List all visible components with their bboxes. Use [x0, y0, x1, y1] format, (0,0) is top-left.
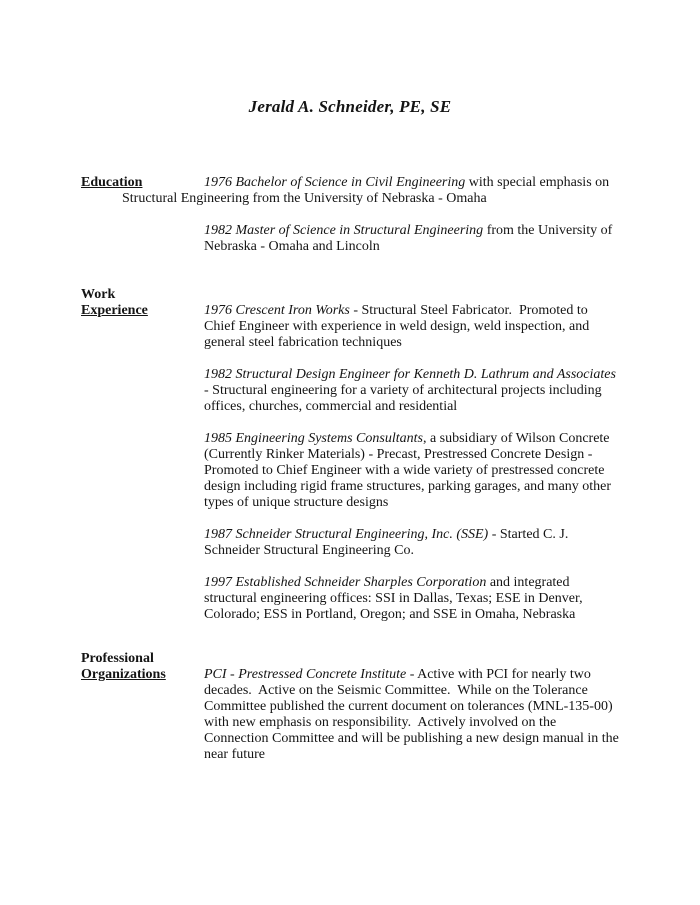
- entry-line: - Structural engineering for a variety of architectural projects including: [204, 383, 602, 398]
- entry-line: types of unique structure designs: [204, 495, 389, 510]
- section-label: [81, 651, 166, 683]
- entry-line: decades. Active on the Seismic Committee. While on the Tolerance: [204, 683, 588, 698]
- resume-entry: [204, 667, 641, 763]
- entry-line: Nebraska - Omaha and Lincoln: [204, 239, 380, 254]
- entry-first-line-rest: - Active with PCI for nearly two: [406, 667, 591, 682]
- entry-line: [204, 223, 641, 239]
- entry-line: general steel fabrication techniques: [204, 335, 402, 350]
- entry-line: Promoted to Chief Engineer with a wide variety of prestressed concrete: [204, 463, 605, 478]
- entry-heading-italic: 1987 Schneider Structural Engineering, Inc. (SSE): [204, 527, 489, 542]
- section-education: [81, 175, 641, 255]
- entry-line: [204, 575, 641, 591]
- entry-heading-italic: 1982 Master of Science in Structural Engineering: [204, 223, 484, 238]
- resume-entry: [204, 367, 641, 415]
- section-work-experience: [81, 287, 641, 623]
- resume-entry: [204, 303, 641, 351]
- section-entries: [122, 175, 641, 255]
- entry-line: Committee published the current document on tolerances (MNL-135-00): [204, 699, 613, 714]
- entry-line: [204, 367, 641, 383]
- entry-heading-italic: 1985 Engineering Systems Consultants: [204, 431, 423, 446]
- entry-line: [204, 303, 641, 319]
- entry-heading-italic: 1976 Bachelor of Science in Civil Engineering: [204, 175, 466, 190]
- section-label-line: Professional: [81, 651, 154, 666]
- entry-first-line-rest: - Started C. J.: [488, 527, 569, 542]
- section-label-line: Education: [81, 175, 143, 190]
- entry-line: structural engineering offices: SSI in Dallas, Texas; ESE in Denver,: [204, 591, 583, 606]
- entry-line: Connection Committee and will be publishing a new design manual in the: [204, 731, 619, 746]
- entry-first-line-rest: - Structural Steel Fabricator. Promoted to: [349, 303, 588, 318]
- entry-line: [204, 175, 641, 191]
- entry-heading-italic: 1997 Established Schneider Sharples Corporation: [204, 575, 487, 590]
- document-title: Jerald A. Schneider, PE, SE: [248, 97, 452, 116]
- section-entries: [204, 303, 641, 623]
- entry-line: Colorado; ESS in Portland, Oregon; and SSE in Omaha, Nebraska: [204, 607, 576, 622]
- entry-line: with new emphasis on responsibility. Actively involved on the: [204, 715, 557, 730]
- entry-line: Chief Engineer with experience in weld design, weld inspection, and: [204, 319, 590, 334]
- section-label-line: Organizations: [81, 667, 166, 682]
- resume-entry: [204, 575, 641, 623]
- entry-first-line-rest: from the University of: [483, 223, 613, 238]
- entry-first-line-rest: with special emphasis on: [465, 175, 610, 190]
- entry-heading-italic: PCI - Prestressed Concrete Institute: [204, 667, 407, 682]
- entry-line: [204, 527, 641, 543]
- entry-heading-italic: 1982 Structural Design Engineer for Kenneth D. Lathrum and Associates: [204, 367, 616, 382]
- entry-line: design including rigid frame structures, parking garages, and many other: [204, 479, 612, 494]
- entry-first-line-rest: and integrated: [486, 575, 570, 590]
- entry-line: [204, 431, 641, 447]
- resume-entry: [204, 223, 641, 255]
- entry-line: near future: [204, 747, 266, 762]
- resume-body: [81, 175, 641, 763]
- entry-line: (Currently Rinker Materials) - Precast, Prestressed Concrete Design -: [204, 447, 593, 462]
- entry-heading-italic: 1976 Crescent Iron Works: [204, 303, 350, 318]
- entry-line: Schneider Structural Engineering Co.: [204, 543, 414, 558]
- entry-line: [204, 667, 641, 683]
- entry-first-line-rest: , a subsidiary of Wilson Concrete: [422, 431, 610, 446]
- resume-entry: [122, 175, 641, 207]
- resume-entry: [204, 527, 641, 559]
- section-label-line: Work: [81, 287, 116, 302]
- section-label: [81, 175, 142, 191]
- section-label: [81, 287, 148, 319]
- resume-entry: [204, 431, 641, 511]
- section-entries: [204, 667, 641, 763]
- section-professional-organizations: [81, 651, 641, 763]
- entry-line: offices, churches, commercial and residential: [204, 399, 458, 414]
- section-label-line: Experience: [81, 303, 148, 318]
- entry-line: Structural Engineering from the University of Nebraska - Omaha: [122, 191, 487, 206]
